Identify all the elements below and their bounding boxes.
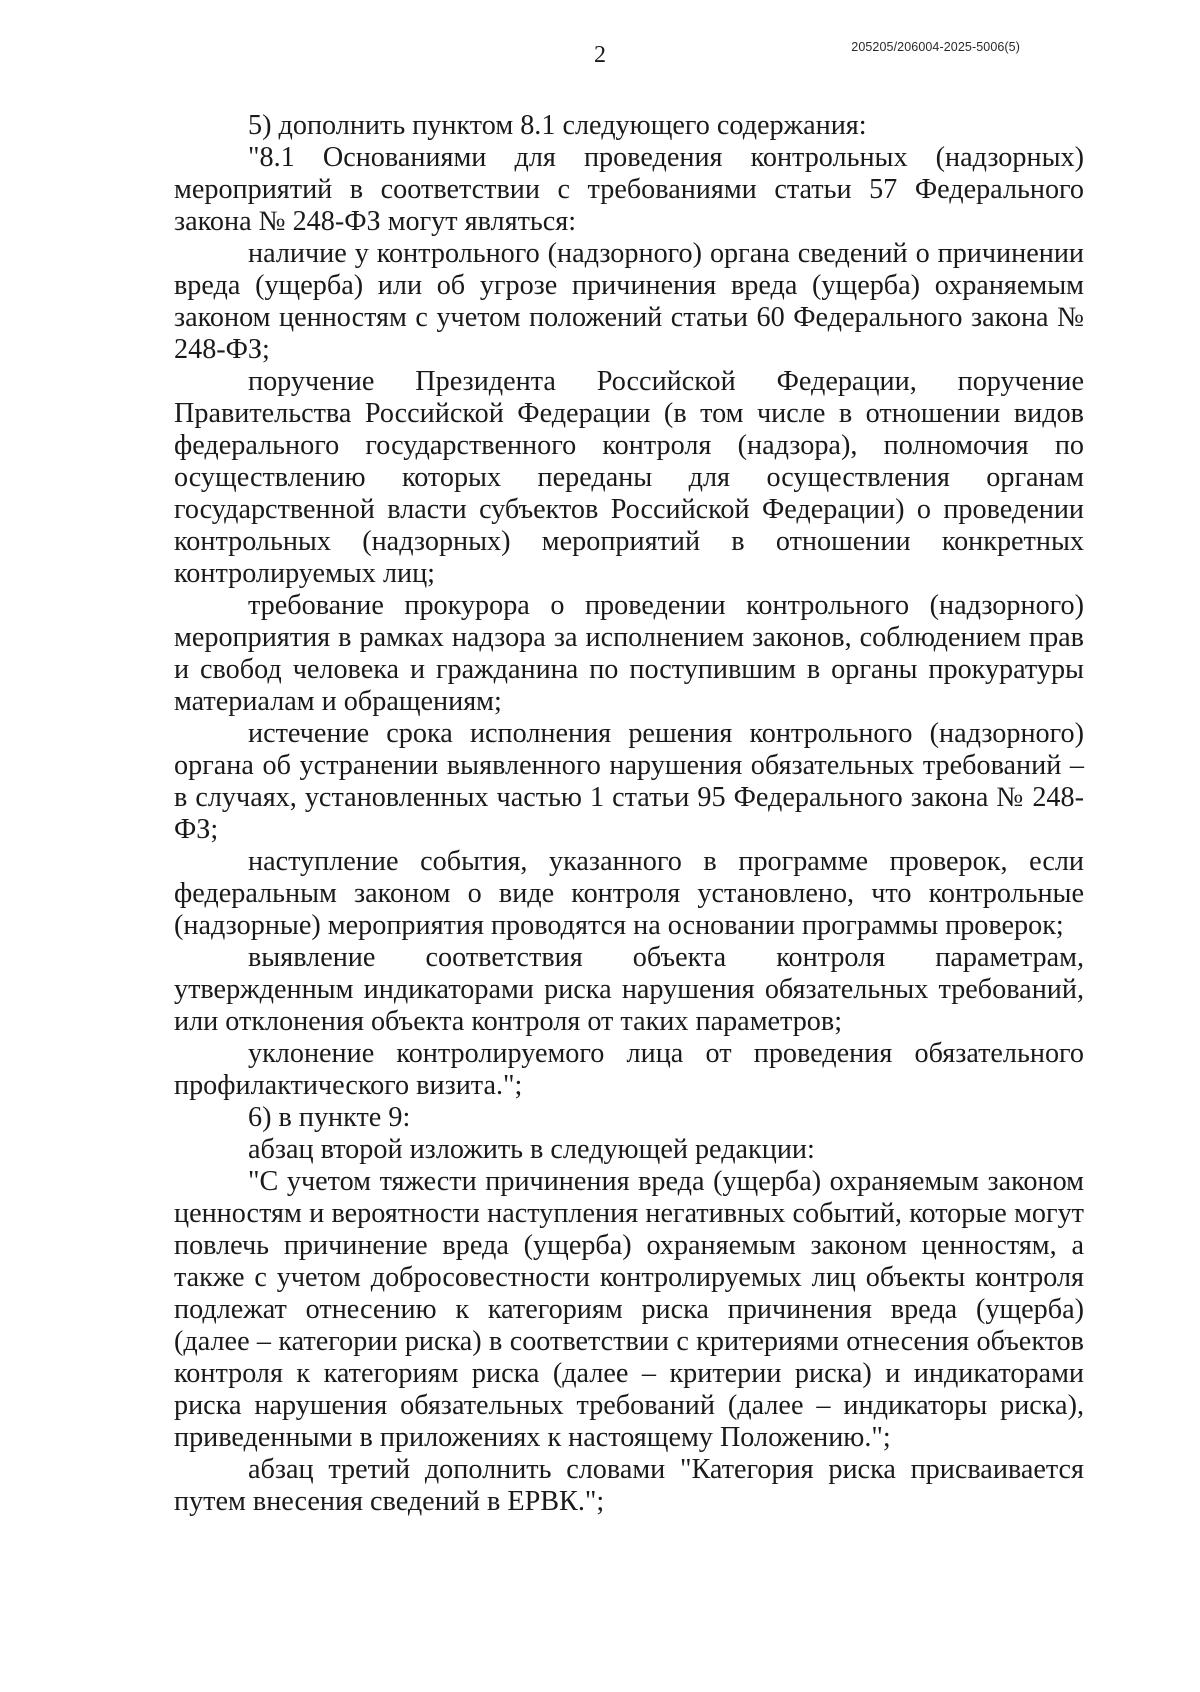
paragraph-ground-deadline-expiry: истечение срока исполнения решения контрольного (надзорного) органа об устранении выявленного нарушения обязательных требований – в случаях, установленных частью 1 статьи 95 Федерального закона № 248-ФЗ;: [174, 718, 1084, 845]
paragraph-third-abzac: абзац третий дополнить словами "Категория риска присваивается путем внесения сведений в ЕРВК.";: [174, 1454, 1084, 1517]
paragraph-item-6: 6) в пункте 9:: [248, 1102, 411, 1133]
page-number: 2: [594, 42, 606, 68]
document-body: [174, 110, 1084, 1518]
paragraph-clause-8-1: "8.1 Основаниями для проведения контрольных (надзорных) мероприятий в соответствии с требованиями статьи 57 Федерального закона № 248-ФЗ могут являться:: [174, 142, 1084, 237]
paragraph-second-abzac-intro: абзац второй изложить в следующей редакции:: [248, 1134, 815, 1165]
paragraph-second-abzac-text: "С учетом тяжести причинения вреда (ущерба) охраняемым законом ценностям и вероятности наступления негативных событий, которые могут повлечь причинение вреда (ущерба) охраняемым законом ценностям, а также с учетом добросовестности контролируемых лиц объекты контроля подлежат отнесению к категориям риска причинения вреда (ущерба) (далее – категории риска) в соответствии с критериями отнесения объектов контроля к категориям риска (далее – критерии риска) и индикаторами риска нарушения обязательных требований (далее – индикаторы риска), приведенными в приложениях к настоящему Положению.";: [174, 1166, 1084, 1453]
document-code: 205205/206004-2025-5006(5): [851, 40, 1020, 54]
paragraph-ground-inspection-program: наступление события, указанного в программе проверок, если федеральным законом о виде контроля установлено, что контрольные (надзорные) мероприятия проводятся на основании программы проверок;: [174, 846, 1084, 941]
paragraph-item-5: 5) дополнить пунктом 8.1 следующего содержания:: [248, 110, 867, 141]
paragraph-ground-visit-evasion: уклонение контролируемого лица от проведения обязательного профилактического визита.";: [174, 1038, 1084, 1101]
paragraph-ground-risk-indicators: выявление соответствия объекта контроля параметрам, утвержденным индикаторами риска нарушения обязательных требований, или отклонения объекта контроля от таких параметров;: [174, 942, 1084, 1037]
paragraph-ground-prosecutor-demand: требование прокурора о проведении контрольного (надзорного) мероприятия в рамках надзора за исполнением законов, соблюдением прав и свобод человека и гражданина по поступившим в органы прокуратуры материалам и обращениям;: [174, 590, 1084, 717]
paragraph-ground-president-order: поручение Президента Российской Федерации, поручение Правительства Российской Федерации (в том числе в отношении видов федерального государственного контроля (надзора), полномочия по осуществлению которых переданы для осуществления органам государственной власти субъектов Российской Федерации) о проведении контрольных (надзорных) мероприятий в отношении конкретных контролируемых лиц;: [174, 366, 1084, 589]
paragraph-ground-harm-info: наличие у контрольного (надзорного) органа сведений о причинении вреда (ущерба) или об угрозе причинения вреда (ущерба) охраняемым законом ценностям с учетом положений статьи 60 Федерального закона № 248-ФЗ;: [174, 238, 1084, 365]
